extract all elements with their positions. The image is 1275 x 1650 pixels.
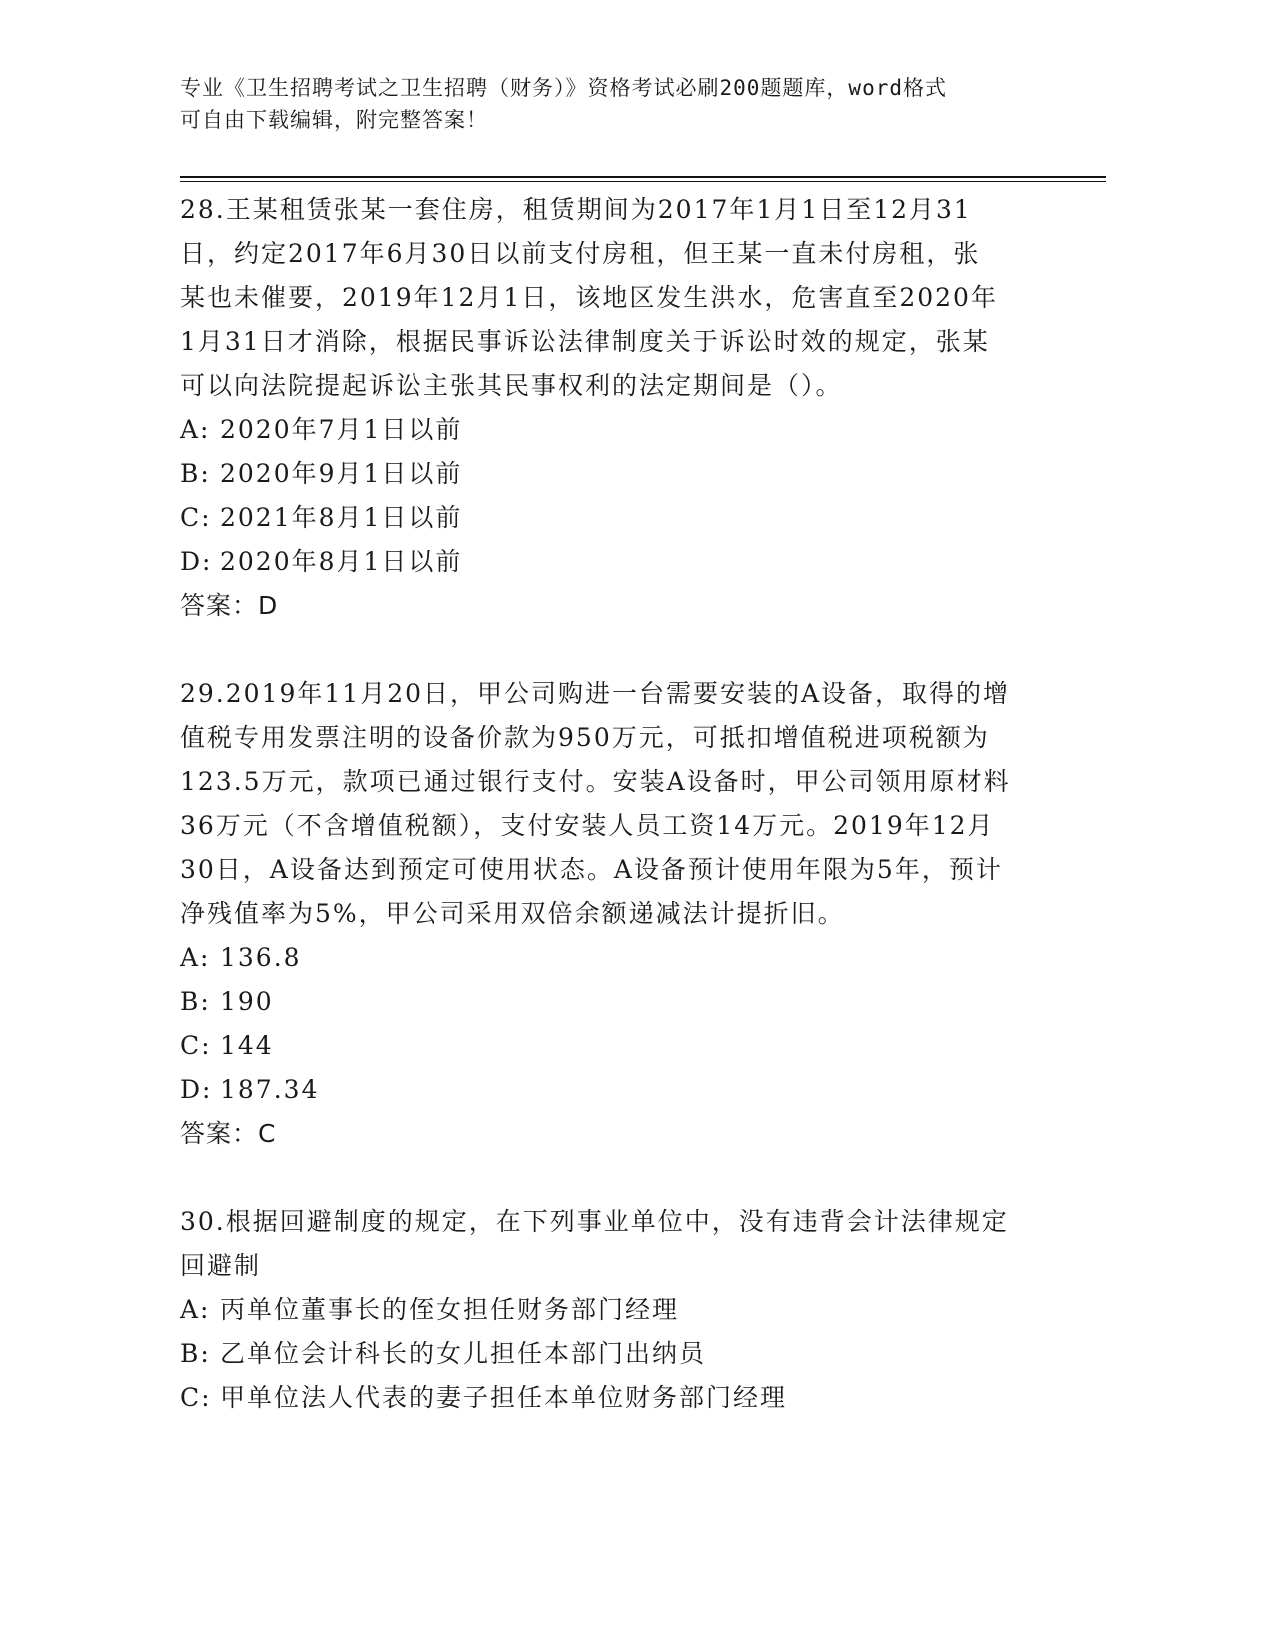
option-text: 144 — [220, 1031, 274, 1060]
answer-label: 答案：D — [180, 591, 279, 620]
question-spacer — [180, 628, 1050, 672]
question-28 — [180, 188, 1050, 628]
option-text: 187.34 — [220, 1075, 320, 1104]
header-line-2: 可自由下载编辑，附完整答案！ — [180, 108, 488, 132]
option-d — [180, 1068, 1050, 1112]
option-c — [180, 1376, 1050, 1420]
question-text-line: 净残值率为5%，甲公司采用双倍余额递减法计提折旧。 — [180, 899, 845, 928]
option-letter: A: — [180, 943, 211, 972]
answer-label: 答案：C — [180, 1119, 277, 1148]
option-text: 2020年9月1日以前 — [220, 459, 463, 488]
option-letter: B: — [180, 459, 211, 488]
option-text: 2020年8月1日以前 — [220, 547, 463, 576]
question-text-line: 可以向法院提起诉讼主张其民事权利的法定期间是（）。 — [180, 371, 843, 400]
question-29 — [180, 672, 1050, 1156]
option-c — [180, 1024, 1050, 1068]
option-letter: A: — [180, 1295, 211, 1324]
option-letter: B: — [180, 987, 211, 1016]
option-a — [180, 1288, 1050, 1332]
question-text-line: 30.根据回避制度的规定，在下列事业单位中，没有违背会计法律规定 — [180, 1207, 1009, 1236]
question-spacer — [180, 1156, 1050, 1200]
option-letter: C: — [180, 503, 212, 532]
question-text-line: 30日，A设备达到预定可使用状态。A设备预计使用年限为5年，预计 — [180, 855, 1003, 884]
question-30 — [180, 1200, 1050, 1420]
option-letter: C: — [180, 1031, 212, 1060]
question-list — [180, 188, 1050, 1420]
question-text-line: 123.5万元，款项已通过银行支付。安装A设备时，甲公司领用原材料 — [180, 767, 1011, 796]
option-text: 2021年8月1日以前 — [220, 503, 463, 532]
option-letter: B: — [180, 1339, 211, 1368]
option-a — [180, 936, 1050, 980]
question-text-line: 日，约定2017年6月30日以前支付房租，但王某一直未付房租，张 — [180, 239, 981, 268]
option-a — [180, 408, 1050, 452]
option-text: 甲单位法人代表的妻子担任本单位财务部门经理 — [220, 1383, 788, 1412]
header-divider-thick — [180, 176, 1106, 178]
option-text: 乙单位会计科长的女儿担任本部门出纳员 — [220, 1339, 707, 1368]
option-b — [180, 1332, 1050, 1376]
question-text-line: 28.王某租赁张某一套住房，租赁期间为2017年1月1日至12月31 — [180, 195, 972, 224]
option-b — [180, 452, 1050, 496]
option-text: 丙单位董事长的侄女担任财务部门经理 — [220, 1295, 680, 1324]
header-line-1: 专业《卫生招聘考试之卫生招聘（财务）》资格考试必刷200题题库，word格式 — [180, 76, 947, 100]
question-text-line: 29.2019年11月20日，甲公司购进一台需要安装的A设备，取得的增 — [180, 679, 1011, 708]
option-text: 2020年7月1日以前 — [220, 415, 463, 444]
header-divider-thin — [180, 181, 1106, 182]
option-b — [180, 980, 1050, 1024]
option-letter: D: — [180, 547, 213, 576]
document-header — [180, 72, 1060, 136]
question-text-line: 1月31日才消除，根据民事诉讼法律制度关于诉讼时效的规定，张某 — [180, 327, 990, 356]
question-text-line: 值税专用发票注明的设备价款为950万元，可抵扣增值税进项税额为 — [180, 723, 990, 752]
option-letter: D: — [180, 1075, 213, 1104]
option-text: 190 — [220, 987, 274, 1016]
option-c — [180, 496, 1050, 540]
option-letter: A: — [180, 415, 211, 444]
option-text: 136.8 — [220, 943, 302, 972]
option-letter: C: — [180, 1383, 212, 1412]
question-text-line: 36万元（不含增值税额），支付安装人员工资14万元。2019年12月 — [180, 811, 995, 840]
option-d — [180, 540, 1050, 584]
question-text-line: 某也未催要，2019年12月1日，该地区发生洪水，危害直至2020年 — [180, 283, 998, 312]
question-text-line: 回避制 — [180, 1251, 262, 1280]
